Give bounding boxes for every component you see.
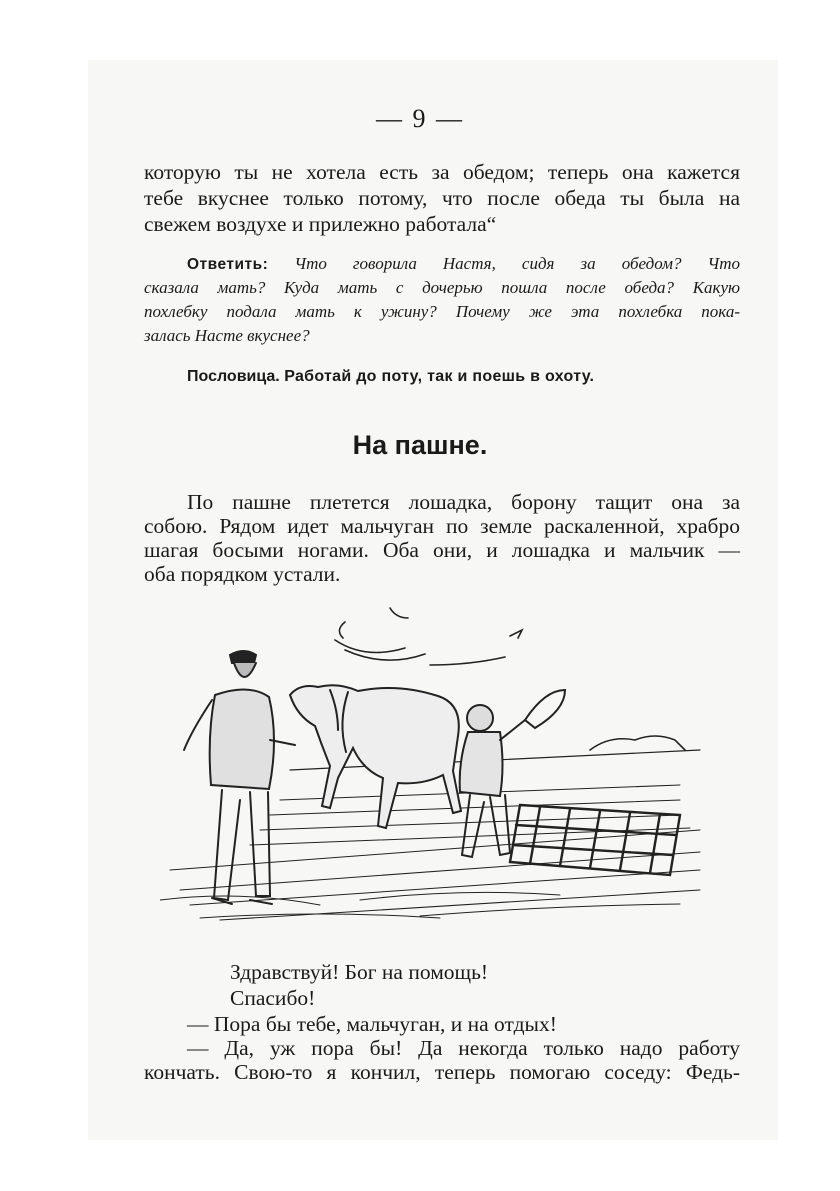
questions-line [187,254,740,274]
proverb-label: Пословица. [187,368,280,385]
questions-line: сказала мать? Куда мать с дочерью пошла после обеда? Какую [144,278,740,297]
paragraph1-line: тебе вкуснее только потому, что после обеда ты была на [144,186,740,210]
proverb [187,368,594,386]
dialogue-line: Спасибо! [230,986,316,1010]
questions-line: похлебку подала мать к ужину? Почему же эта похлебка пока- [144,302,740,321]
questions-text: Что говорила Настя, сидя за обедом? Что [294,254,740,273]
paragraph1-line: которую ты не хотела есть за обедом; теперь она кажется [144,160,740,184]
proverb-text: Работай до поту, так и поешь в охоту. [284,368,595,385]
paragraph1-line: свежем воздухе и прилежно работала“ [144,212,497,236]
paragraph2-line: шагая босыми ногами. Оба они, и лошадка и мальчик — [144,538,740,562]
dialogue-line: — Да, уж пора бы! Да некогда только надо работу [187,1036,740,1060]
plowing-scene-svg [160,600,720,940]
questions-line: залась Насте вкуснее? [144,326,310,345]
questions-label: Ответить: [187,256,269,273]
dialogue-line: кончать. Свою-то я кончил, теперь помогаю соседу: Федь- [144,1060,740,1084]
plowing-scene-illustration [160,600,720,940]
paragraph2-line: По пашне плетется лошадка, борону тащит она за [187,490,740,514]
paragraph2-line: оба порядком устали. [144,562,341,586]
paragraph2-line: собою. Рядом идет мальчуган по земле раскаленной, храбро [144,514,740,538]
section-heading: На пашне. [352,430,488,460]
page-number: — 9 — [376,104,464,133]
dialogue-line: Здравствуй! Бог на помощь! [230,960,489,984]
dialogue-line: — Пора бы тебе, мальчуган, и на отдых! [187,1012,557,1036]
